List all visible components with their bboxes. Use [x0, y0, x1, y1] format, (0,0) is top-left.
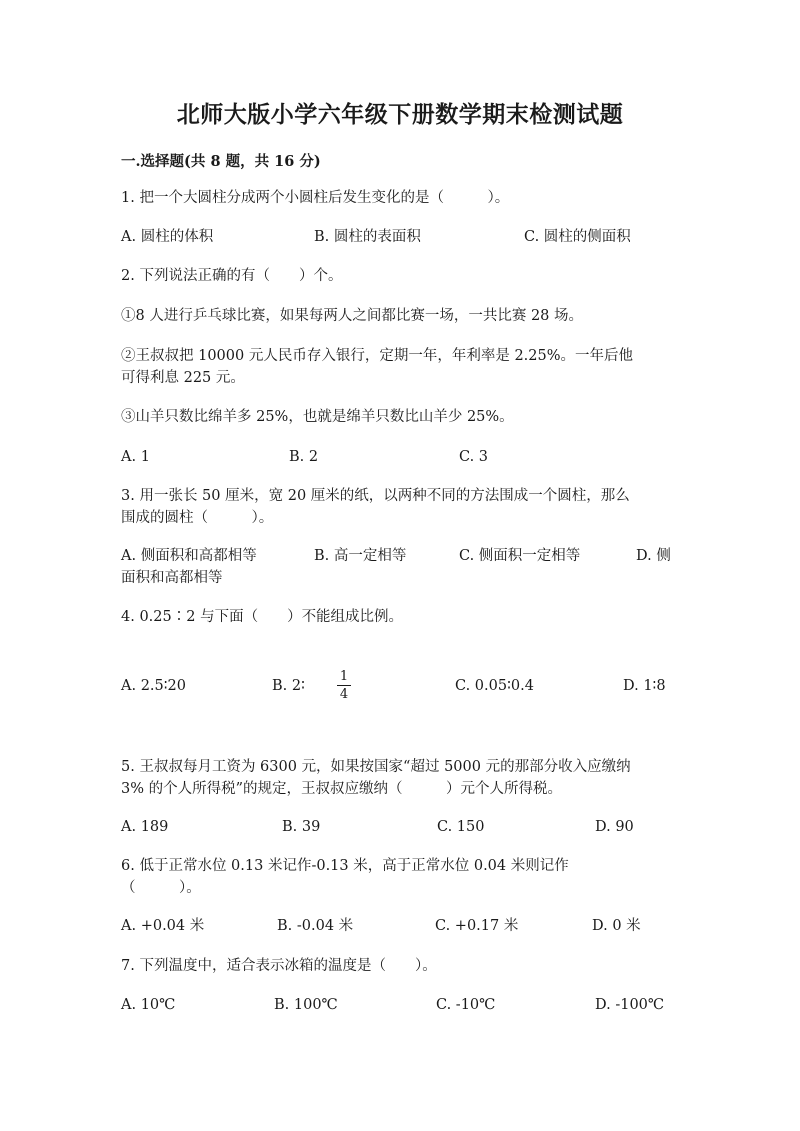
q3-option-b: B. 高一定相等	[314, 548, 407, 564]
q5-option-b: B. 39	[282, 819, 321, 835]
q6-option-d: D. 0 米	[592, 918, 641, 934]
question-6-stem: 6. 低于正常水位 0.13 米记作-0.13 米，高于正常水位 0.04 米则记作	[121, 858, 569, 874]
q7-option-d: D. -100℃	[595, 997, 665, 1013]
q3-option-d: D. 侧	[636, 548, 671, 564]
q6-option-c: C. +0.17 米	[435, 918, 519, 934]
question-2-stem: 2. 下列说法正确的有（ ）个。	[121, 268, 343, 284]
question-5-stem-cont: 3% 的个人所得税”的规定，王叔叔应缴纳（ ）元个人所得税。	[121, 781, 563, 797]
section-heading: 一.选择题(共 8 题，共 16 分)	[121, 153, 321, 170]
q1-option-c: C. 圆柱的侧面积	[524, 229, 631, 245]
q2-statement-3: ③山羊只数比绵羊多 25%，也就是绵羊只数比山羊少 25%。	[121, 409, 514, 425]
q2-statement-2-cont: 可得利息 225 元。	[121, 370, 245, 386]
q7-option-c: C. -10℃	[436, 997, 496, 1013]
q2-statement-2: ②王叔叔把 10000 元人民币存入银行，定期一年，年利率是 2.25%。一年后他	[121, 348, 634, 364]
q3-option-c: C. 侧面积一定相等	[459, 548, 581, 564]
q5-option-a: A. 189	[121, 819, 169, 835]
q4-option-a: A. 2.5∶20	[121, 678, 186, 694]
q4-option-b-fraction	[337, 669, 351, 702]
q6-option-a: A. +0.04 米	[121, 918, 205, 934]
q2-statement-1: ①8 人进行乒乓球比赛，如果每两人之间都比赛一场，一共比赛 28 场。	[121, 308, 584, 324]
q2-option-a: A. 1	[121, 449, 150, 465]
q4-option-c: C. 0.05∶0.4	[455, 678, 534, 694]
question-1-stem: 1. 把一个大圆柱分成两个小圆柱后发生变化的是（ ）。	[121, 190, 510, 206]
q6-option-b: B. -0.04 米	[277, 918, 354, 934]
question-3-stem: 3. 用一张长 50 厘米，宽 20 厘米的纸，以两种不同的方法围成一个圆柱，那么	[121, 488, 630, 504]
q1-option-a: A. 圆柱的体积	[121, 229, 214, 245]
q5-option-c: C. 150	[437, 819, 485, 835]
q3-option-a: A. 侧面积和高都相等	[121, 548, 257, 564]
question-5-stem: 5. 王叔叔每月工资为 6300 元，如果按国家“超过 5000 元的那部分收入应缴纳	[121, 759, 631, 775]
q3-option-d-cont: 面积和高都相等	[121, 570, 223, 586]
q1-option-b: B. 圆柱的表面积	[314, 229, 421, 245]
fraction-denominator: 4	[339, 687, 349, 702]
fraction-bar	[337, 685, 351, 686]
fraction-numerator: 1	[339, 669, 349, 684]
question-3-stem-cont: 围成的圆柱（ ）。	[121, 510, 274, 526]
q4-option-b: B. 2∶	[272, 678, 305, 694]
q7-option-a: A. 10℃	[121, 997, 176, 1013]
q5-option-d: D. 90	[595, 819, 634, 835]
question-7-stem: 7. 下列温度中，适合表示冰箱的温度是（ ）。	[121, 958, 437, 974]
q2-option-c: C. 3	[459, 449, 489, 465]
q4-option-d: D. 1∶8	[623, 678, 666, 694]
page-title: 北师大版小学六年级下册数学期末检测试题	[176, 101, 624, 128]
q7-option-b: B. 100℃	[274, 997, 338, 1013]
question-6-stem-cont: （ ）。	[121, 880, 201, 896]
question-4-stem: 4. 0.25∶2 与下面（ ）不能组成比例。	[121, 609, 404, 625]
q2-option-b: B. 2	[289, 449, 319, 465]
